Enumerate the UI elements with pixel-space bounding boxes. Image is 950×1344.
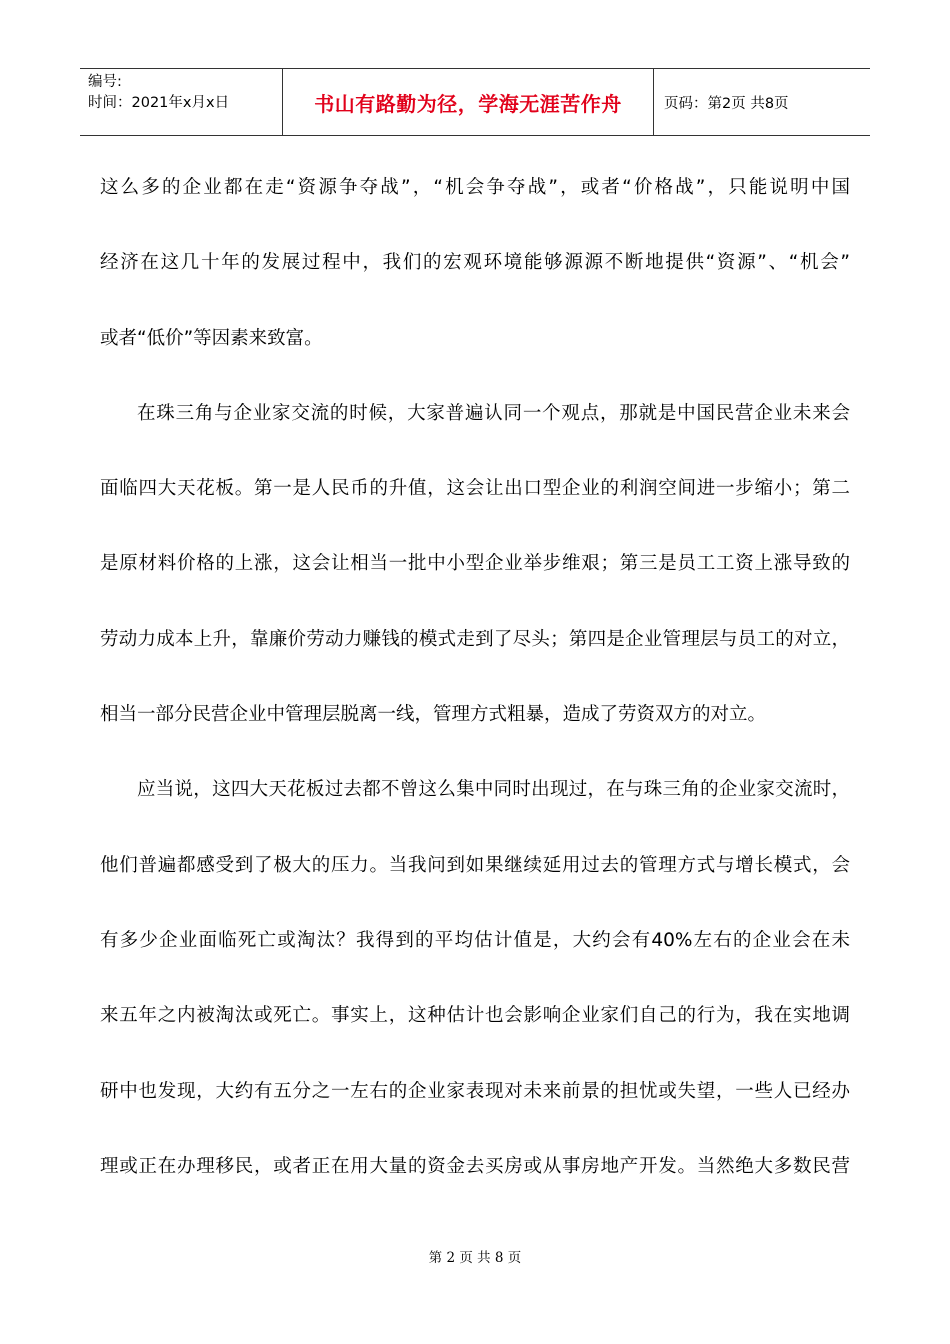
body-text-line: 或者“低价”等因素来致富。 <box>100 327 323 349</box>
document-number-label: 编号: <box>88 74 122 90</box>
body-text-line: 理或正在办理移民，或者正在用大量的资金去买房或从事房地产开发。当然绝大多数民营 <box>100 1155 850 1177</box>
body-text-line: 有多少企业面临死亡或淘汰？我得到的平均估计值是，大约会有40%左右的企业会在未 <box>100 929 850 951</box>
document-body <box>100 150 850 1204</box>
page-footer: 第 2 页 共 8 页 <box>428 1250 522 1266</box>
header-meta <box>80 69 282 135</box>
body-text-line: 来五年之内被淘汰或死亡。事实上，这种估计也会影响企业家们自己的行为，我在实地调 <box>100 1005 850 1027</box>
body-text-line: 这么多的企业都在走“资源争夺战”，“机会争夺战”，或者“价格战”，只能说明中国 <box>100 177 850 198</box>
body-text-line: 他们普遍都感受到了极大的压力。当我问到如果继续延用过去的管理方式与增长模式，会 <box>100 854 850 876</box>
header-motto: 书山有路勤为径，学海无涯苦作舟 <box>282 69 654 135</box>
page-header <box>80 68 870 136</box>
body-text-line: 相当一部分民营企业中管理层脱离一线，管理方式粗暴，造成了劳资双方的对立。 <box>100 704 767 726</box>
body-text-line: 经济在这几十年的发展过程中，我们的宏观环境能够源源不断地提供“资源”、“机会” <box>100 252 850 274</box>
body-text-line: 应当说，这四大天花板过去都不曾这么集中同时出现过，在与珠三角的企业家交流时， <box>137 779 850 801</box>
header-page-code: 页码：第2页 共8页 <box>664 95 789 112</box>
document-date: 时间：2021年x月x日 <box>88 95 230 111</box>
body-text-line: 面临四大天花板。第一是人民币的升值，这会让出口型企业的利润空间进一步缩小；第二 <box>100 478 850 500</box>
body-text-line: 在珠三角与企业家交流的时候，大家普遍认同一个观点，那就是中国民营企业未来会 <box>137 402 850 424</box>
body-text-line: 是原材料价格的上涨，这会让相当一批中小型企业举步维艰；第三是员工工资上涨导致的 <box>100 553 850 575</box>
body-text-line: 研中也发现，大约有五分之一左右的企业家表现对未来前景的担忧或失望，一些人已经办 <box>100 1080 850 1102</box>
body-text-line: 劳动力成本上升，靠廉价劳动力赚钱的模式走到了尽头；第四是企业管理层与员工的对立， <box>100 628 850 650</box>
